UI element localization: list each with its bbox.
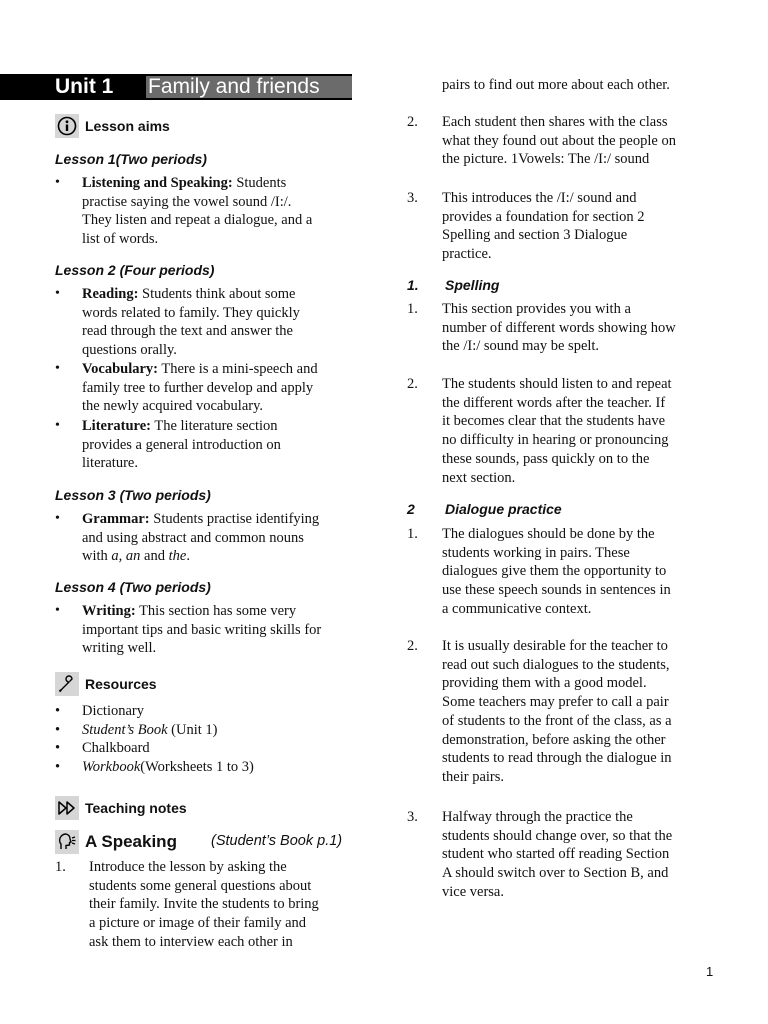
speaking-item-1	[89, 858, 319, 952]
item-line	[82, 547, 319, 566]
bullet-dot: •	[55, 286, 60, 301]
item-line: the picture. 1Vowels: The /I:/ sound	[442, 151, 650, 168]
resources-label: Resources	[85, 676, 157, 692]
lesson-3-title: Lesson 3 (Two periods)	[55, 487, 211, 503]
item-line: the newly acquired vocabulary.	[82, 398, 264, 415]
fast-forward-icon	[55, 796, 79, 820]
bullet-dot: •	[55, 511, 60, 526]
item-number: 2.	[407, 114, 418, 130]
dialogue-item-2	[442, 637, 672, 787]
item-line: students some general questions about	[89, 877, 312, 894]
bullet-dot: •	[55, 361, 60, 376]
bullet-dot: •	[55, 703, 61, 719]
unit-title: Family and friends	[146, 76, 352, 98]
item-line: the different words after the teacher. If	[442, 394, 666, 411]
item-line: dialogues give them the opportunity to	[442, 563, 667, 580]
resource-text: Chalkboard	[82, 740, 150, 757]
lesson-2-title: Lesson 2 (Four periods)	[55, 262, 215, 278]
item-line: This introduces the /I:/ sound and	[442, 190, 637, 206]
item-term: Grammar:	[82, 511, 150, 527]
resource-item	[55, 721, 355, 740]
item-number: 1.	[407, 301, 418, 317]
item-line: Spelling and section 3 Dialogue	[442, 227, 628, 244]
conjunction: and	[140, 548, 169, 565]
item-line: read out such dialogues to the students,	[442, 656, 670, 673]
spelling-item-2	[442, 375, 672, 487]
item-line: their family. Invite the students to bring	[89, 896, 319, 913]
item-line: providing them with a good model.	[442, 675, 647, 692]
teaching-notes-header	[55, 796, 187, 820]
resource-item	[55, 739, 355, 758]
item-line: Each student then shares with the class	[442, 114, 668, 130]
item-line: provides a general introduction on	[82, 436, 281, 453]
item-line: list of words.	[82, 231, 159, 248]
lesson-aims-label: Lesson aims	[85, 118, 170, 134]
item-line: demonstration, before asking the other	[442, 731, 666, 748]
resources-header	[55, 672, 157, 696]
item-line: use these speech sounds in sentences in	[442, 582, 671, 599]
item-term: Vocabulary:	[82, 361, 158, 377]
item-line-text: with	[82, 548, 108, 565]
item-line: number of different words showing how	[442, 319, 676, 336]
lesson-1-title: Lesson 1(Two periods)	[55, 151, 207, 167]
dialogue-number: 2	[407, 501, 415, 517]
item-term: Literature:	[82, 418, 151, 434]
item-number: 1.	[407, 526, 418, 542]
teaching-notes-label: Teaching notes	[85, 800, 187, 816]
lesson-3-item	[82, 510, 319, 566]
item-line: It is usually desirable for the teacher to	[442, 638, 668, 654]
info-icon	[55, 114, 79, 138]
lesson-2-item-vocabulary	[82, 360, 318, 416]
lesson-aims-header	[55, 114, 170, 138]
lesson-4-title: Lesson 4 (Two periods)	[55, 579, 211, 595]
bullet-dot: •	[55, 740, 61, 757]
item-term: Reading:	[82, 286, 139, 302]
dialogue-item-1	[442, 525, 671, 619]
item-line: of students to the front of the class, as a	[442, 712, 672, 729]
item-line: They listen and repeat a dialogue, and a	[82, 212, 313, 229]
unit-number: Unit 1	[55, 75, 114, 98]
item-term: Listening and Speaking:	[82, 175, 233, 191]
item-line: practice.	[442, 246, 492, 263]
item-term: Writing:	[82, 603, 136, 619]
item-number: 1.	[55, 859, 66, 875]
italic-articles: a, an	[111, 548, 141, 565]
resource-italic: Student’s Book	[82, 721, 168, 738]
period: .	[186, 548, 190, 565]
item-line: students working in pairs. These	[442, 544, 630, 561]
item-line: a picture or image of their family and	[89, 915, 307, 932]
resource-text: Dictionary	[82, 703, 145, 719]
resource-italic: Workbook	[82, 759, 141, 776]
item-line: The literature section	[154, 418, 278, 434]
item-line: The students should listen to and repeat	[442, 376, 672, 392]
item-line: it becomes clear that the students have	[442, 413, 666, 430]
item-line: their pairs.	[442, 768, 505, 785]
spelling-number: 1.	[407, 277, 419, 293]
italic-article-the: the	[168, 548, 187, 565]
speaking-title: A Speaking	[85, 832, 177, 851]
resource-text: (Worksheets 1 to 3)	[140, 759, 254, 776]
dialogue-heading: Dialogue practice	[445, 501, 562, 517]
item-line: literature.	[82, 455, 138, 472]
resource-text: (Unit 1)	[167, 721, 218, 738]
lesson-1-item	[82, 174, 312, 249]
item-line: Students think about some	[142, 286, 296, 302]
item-line: The dialogues should be done by the	[442, 526, 655, 542]
continuation-text: pairs to find out more about each other.	[442, 77, 670, 93]
resource-item	[55, 702, 355, 721]
item-line: ask them to interview each other in	[89, 933, 293, 950]
item-number: 3.	[407, 809, 418, 825]
item-line: read through the text and answer the	[82, 323, 293, 340]
item-line: and using abstract and common nouns	[82, 529, 304, 546]
item-line: There is a mini-speech and	[161, 361, 318, 377]
bullet-dot: •	[55, 603, 60, 618]
speaking-item-2	[442, 113, 676, 169]
item-line: questions orally.	[82, 342, 177, 359]
item-line: This section provides you with a	[442, 301, 631, 317]
speaking-header	[55, 830, 177, 854]
speaking-item-3	[442, 189, 645, 264]
item-line: provides a foundation for section 2	[442, 208, 645, 225]
spelling-item-1	[442, 300, 676, 356]
item-line: family tree to further develop and apply	[82, 379, 314, 396]
lesson-2-item-literature	[82, 417, 281, 473]
item-line: student who started off reading Section	[442, 846, 670, 863]
item-number: 3.	[407, 190, 418, 206]
item-line: writing well.	[82, 640, 157, 657]
item-line: the /I:/ sound may be spelt.	[442, 338, 600, 355]
item-line: students should change over, so that the	[442, 827, 673, 844]
item-line: these sounds, pass quickly on to the	[442, 450, 650, 467]
item-number: 2.	[407, 376, 418, 392]
item-line: A should switch over to Section B, and	[442, 865, 669, 882]
lesson-2-item-reading	[82, 285, 300, 360]
bullet-dot: •	[55, 759, 61, 776]
page-number: 1	[706, 964, 714, 979]
lesson-4-item	[82, 602, 321, 658]
speaking-head-icon	[55, 830, 79, 854]
item-line: Students practise identifying	[153, 511, 320, 527]
resource-item	[55, 758, 355, 777]
item-line: Some teachers may prefer to call a pair	[442, 694, 669, 711]
item-line: students to read through the dialogue in	[442, 750, 672, 767]
item-line: Halfway through the practice the	[442, 809, 633, 825]
item-line: Students	[236, 175, 287, 191]
item-line: This section has some very	[139, 603, 297, 619]
dialogue-item-3	[442, 808, 672, 902]
bullet-dot: •	[55, 175, 60, 190]
item-line: what they found out about the people on	[442, 132, 676, 149]
item-number: 2.	[407, 638, 418, 654]
item-line: words related to family. They quickly	[82, 304, 300, 321]
speaking-book-ref: (Student’s Book p.1)	[211, 833, 343, 849]
item-line: vice versa.	[442, 883, 504, 900]
resources-list	[55, 702, 355, 777]
item-line: a communicative context.	[442, 600, 592, 617]
item-line: next section.	[442, 469, 516, 486]
item-line: practise saying the vowel sound /I:/.	[82, 193, 292, 210]
spelling-heading: Spelling	[445, 277, 500, 293]
bullet-dot: •	[55, 721, 61, 738]
wrench-icon	[55, 672, 79, 696]
item-line: important tips and basic writing skills for	[82, 621, 322, 638]
bullet-dot: •	[55, 418, 60, 433]
item-line: Introduce the lesson by asking the	[89, 859, 287, 875]
item-line: no difficulty in hearing or pronouncing	[442, 432, 669, 449]
